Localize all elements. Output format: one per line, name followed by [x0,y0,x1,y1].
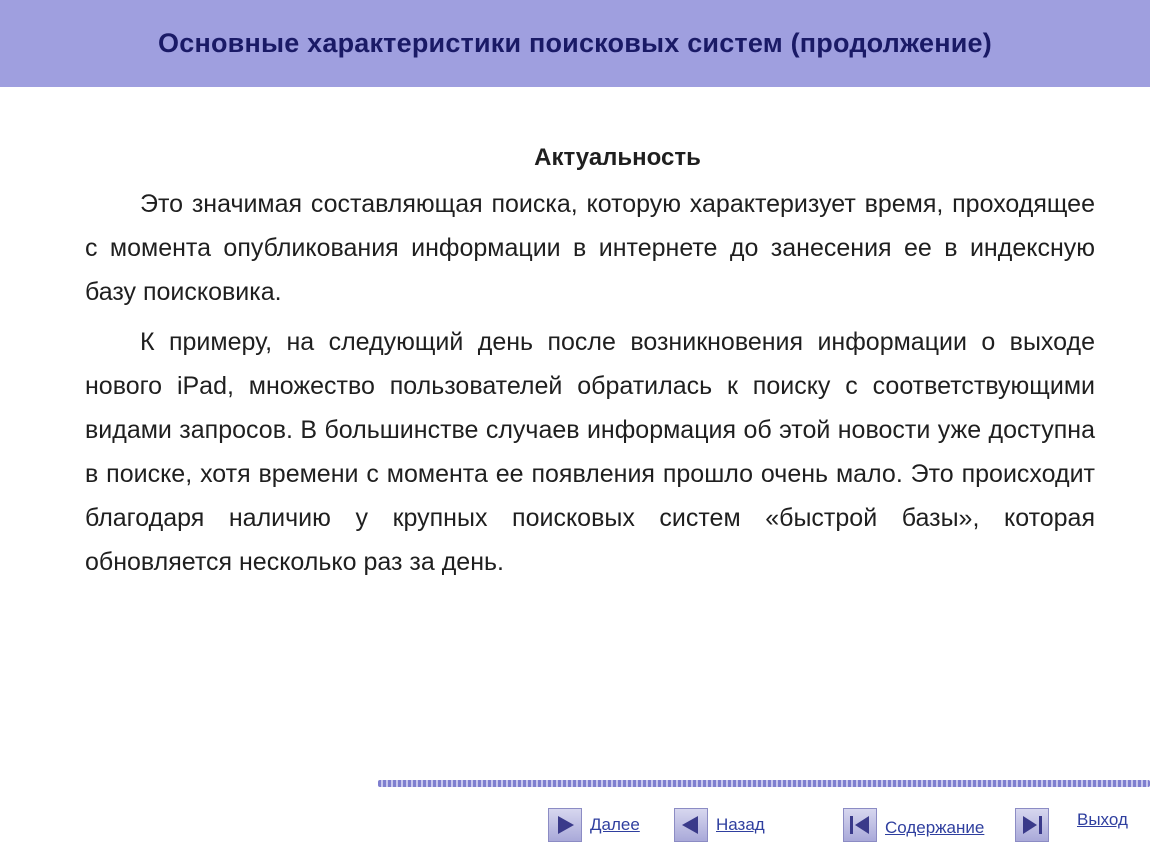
back-label: Назад [716,815,765,834]
back-button[interactable] [674,808,765,842]
exit-button[interactable] [1015,808,1128,842]
paragraph-example: К примеру, на следующий день после возникновения информации о выходе нового iPad, множество пользователей обратилась к поиску с соответствующими видами запросов. В большинстве случаев информация об этой новости уже доступна в поиске, хотя времени с момента ее появления прошло очень мало. Это происходит благодаря наличию у крупных поисковых систем «быстрой базы», которая обновляется несколько раз за день. [85,328,1095,576]
next-button[interactable] [548,808,640,842]
footer-divider [378,780,1150,787]
exit-label: Выход [1077,810,1128,829]
skip-to-start-icon [843,808,877,842]
next-label: Далее [590,815,640,834]
toc-label: Содержание [885,818,985,837]
slide-title: Основные характеристики поисковых систем (продолжение) [158,28,992,58]
toc-button[interactable] [843,808,984,842]
paragraph-definition: Это значимая составляющая поиска, которую характеризует время, проходящее с момента опубликования информации в интернете до занесения ее в индексную базу поисковика. [85,190,1095,306]
play-back-icon [674,808,708,842]
skip-to-end-icon [1015,808,1049,842]
content-area [85,138,1095,590]
play-forward-icon [548,808,582,842]
title-bar [0,0,1150,87]
section-heading: Актуальность [534,144,701,171]
